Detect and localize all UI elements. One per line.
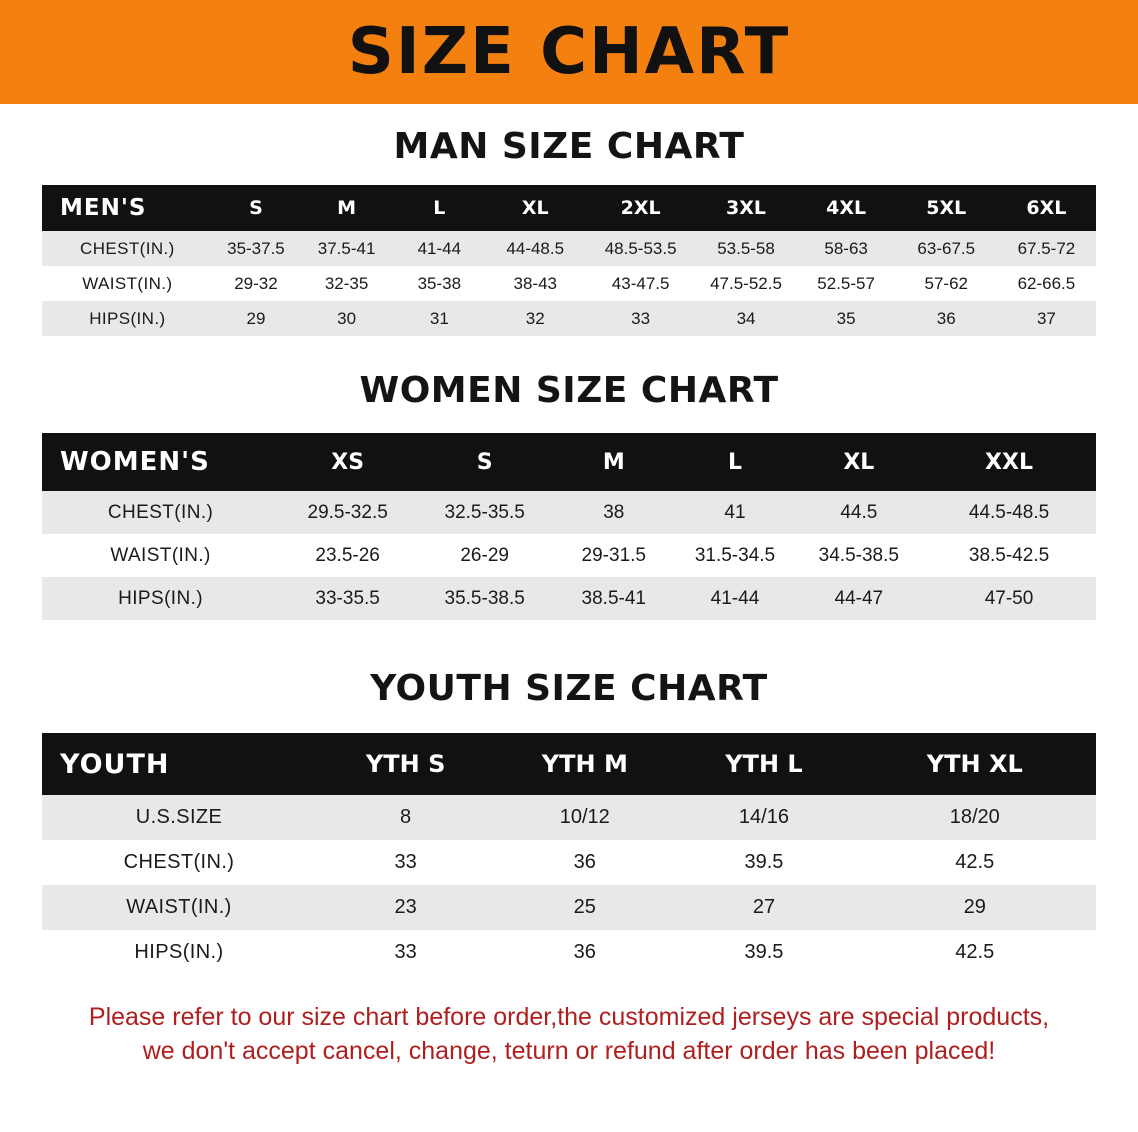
table-cell: 63-67.5 (917, 238, 976, 258)
column-header: YTH XL (854, 733, 1096, 795)
row-label: HIPS(IN.) (134, 941, 224, 963)
table-row (42, 840, 1096, 885)
table-cell: 67.5-72 (1017, 238, 1076, 258)
column-header: 2XL (586, 185, 696, 231)
column-header: M (553, 433, 674, 491)
table-cell: 25 (573, 896, 596, 918)
table-cell: 44-48.5 (506, 238, 565, 258)
table-cell: 38-43 (513, 273, 557, 293)
table-cell: 35 (836, 308, 856, 328)
table-cell: 43-47.5 (611, 273, 670, 293)
column-header: L (674, 433, 795, 491)
column-header: YTH M (495, 733, 674, 795)
table-cell: 29.5-32.5 (307, 501, 388, 523)
table-cell: 58-63 (824, 238, 868, 258)
table-cell: 41-44 (417, 238, 462, 258)
table-cell: 35.5-38.5 (444, 587, 525, 609)
table-cell: 31.5-34.5 (694, 544, 776, 566)
page-banner (0, 0, 1138, 104)
table-cell: 41 (724, 501, 746, 523)
table-cell: 32.5-35.5 (444, 501, 525, 523)
row-label: HIPS(IN.) (89, 308, 166, 328)
table-cell: 48.5-53.5 (604, 238, 677, 258)
table-cell: 53.5-58 (717, 238, 775, 258)
row-label: HIPS(IN.) (118, 587, 204, 609)
table-cell: 42.5 (955, 851, 995, 873)
table-cell: 36 (573, 851, 596, 873)
row-label: CHEST(IN.) (80, 238, 175, 258)
row-label: WAIST(IN.) (82, 273, 173, 293)
table-cell: 23 (394, 896, 417, 918)
women-table-wrapper (0, 433, 1138, 620)
table-cell: 39.5 (744, 941, 784, 963)
table-row (42, 266, 1096, 301)
youth-size-table (42, 733, 1096, 975)
man-size-table (42, 185, 1096, 336)
column-header: XS (279, 433, 416, 491)
column-header: M (299, 185, 394, 231)
page-title: SIZE CHART (347, 15, 791, 89)
column-header: XL (796, 433, 922, 491)
table-cell: 10/12 (559, 806, 610, 828)
table-cell: 14/16 (738, 806, 789, 828)
table-row (42, 577, 1096, 620)
row-label: CHEST(IN.) (123, 851, 235, 873)
table-cell: 42.5 (955, 941, 995, 963)
column-header: XL (485, 185, 586, 231)
table-cell: 44-47 (834, 587, 884, 609)
table-cell: 35-38 (417, 273, 462, 293)
table-row (42, 301, 1096, 336)
man-section-title: MAN SIZE CHART (393, 126, 745, 167)
policy-note-line-2: we don't accept cancel, change, teturn or refund after order has been placed! (142, 1036, 996, 1065)
table-row (42, 885, 1096, 930)
table-cell: 38 (603, 501, 625, 523)
women-size-table (42, 433, 1096, 620)
table-cell: 37 (1036, 308, 1056, 328)
table-header-row (42, 433, 1096, 491)
column-header: 6XL (997, 185, 1096, 231)
table-row (42, 930, 1096, 975)
table-corner-label: MEN'S (42, 185, 213, 231)
table-cell: 62-66.5 (1017, 273, 1076, 293)
table-cell: 38.5-41 (581, 587, 646, 609)
row-label: WAIST(IN.) (126, 896, 232, 918)
table-cell: 35-37.5 (227, 238, 285, 258)
column-header: YTH S (316, 733, 495, 795)
table-row (42, 795, 1096, 840)
table-cell: 29-32 (234, 273, 278, 293)
row-label: CHEST(IN.) (107, 501, 214, 523)
table-cell: 29 (246, 308, 266, 328)
table-cell: 32 (525, 308, 545, 328)
table-cell: 33 (394, 851, 417, 873)
table-cell: 33 (631, 308, 651, 328)
table-corner-label: YOUTH (42, 733, 316, 795)
table-cell: 31 (429, 308, 449, 328)
table-cell: 52.5-57 (817, 273, 875, 293)
table-row (42, 231, 1096, 266)
youth-table-wrapper (0, 733, 1138, 975)
table-cell: 44.5-48.5 (968, 501, 1050, 523)
table-cell: 41-44 (710, 587, 760, 609)
table-cell: 38.5-42.5 (968, 544, 1050, 566)
youth-section-title: YOUTH SIZE CHART (370, 668, 768, 709)
column-header: L (394, 185, 485, 231)
table-cell: 33 (394, 941, 417, 963)
table-cell: 8 (400, 806, 412, 828)
table-cell: 23.5-26 (315, 544, 380, 566)
column-header: 5XL (896, 185, 997, 231)
column-header: YTH L (674, 733, 853, 795)
table-cell: 47.5-52.5 (710, 273, 782, 293)
column-header: S (213, 185, 299, 231)
table-corner-label: WOMEN'S (42, 433, 279, 491)
table-cell: 18/20 (949, 806, 1000, 828)
table-header-row (42, 185, 1096, 231)
table-cell: 47-50 (984, 587, 1034, 609)
table-cell: 29 (963, 896, 986, 918)
table-cell: 39.5 (744, 851, 784, 873)
table-cell: 27 (752, 896, 776, 918)
policy-note-line-1: Please refer to our size chart before order,the customized jerseys are special products, (88, 1003, 1050, 1031)
column-header: 4XL (797, 185, 896, 231)
table-cell: 57-62 (924, 273, 968, 293)
table-row (42, 491, 1096, 534)
table-cell: 36 (936, 308, 956, 328)
women-section-title: WOMEN SIZE CHART (359, 370, 779, 411)
table-header-row (42, 733, 1096, 795)
row-label: U.S.SIZE (135, 806, 223, 828)
table-cell: 29-31.5 (581, 544, 646, 566)
table-cell: 36 (573, 941, 596, 963)
table-cell: 34.5-38.5 (818, 544, 899, 566)
table-cell: 30 (337, 308, 357, 328)
table-cell: 34 (736, 308, 756, 328)
table-cell: 37.5-41 (317, 238, 376, 258)
table-row (42, 534, 1096, 577)
table-cell: 26-29 (460, 544, 509, 566)
table-cell: 44.5 (840, 501, 878, 523)
row-label: WAIST(IN.) (110, 544, 211, 566)
column-header: 3XL (695, 185, 796, 231)
column-header: S (416, 433, 553, 491)
policy-note (40, 1001, 1098, 1069)
column-header: XXL (922, 433, 1096, 491)
man-table-wrapper (0, 185, 1138, 336)
table-cell: 32-35 (324, 273, 369, 293)
table-cell: 33-35.5 (315, 587, 380, 609)
